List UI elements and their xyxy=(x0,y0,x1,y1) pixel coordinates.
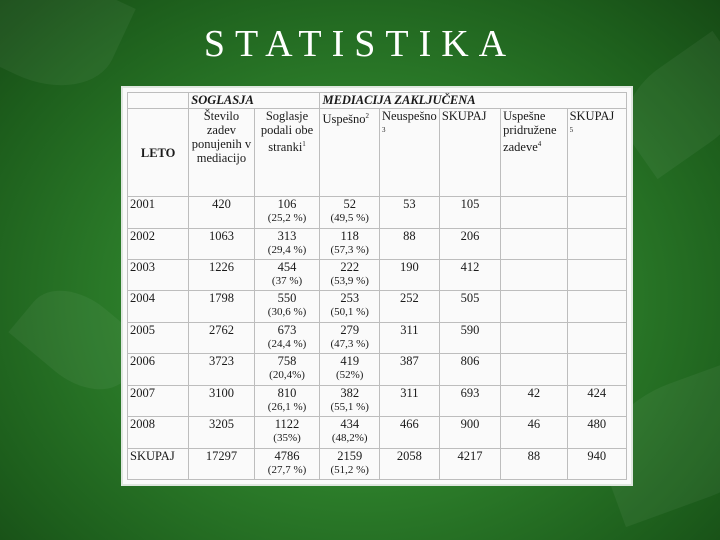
table-row xyxy=(128,354,627,385)
cell-value: 454 xyxy=(277,259,297,274)
cell-skupaj1 xyxy=(439,385,500,416)
cell-percentage: (48,2%) xyxy=(331,432,368,445)
cell-value: 4217 xyxy=(457,448,483,463)
cell-percentage: (29,4 %) xyxy=(267,243,307,256)
cell-value: 2159 xyxy=(337,448,363,463)
cell-skupaj1 xyxy=(439,291,500,322)
cell-value: 419 xyxy=(340,354,360,369)
cell-neuspesno xyxy=(379,259,439,290)
cell-leto xyxy=(128,417,189,448)
statistics-table xyxy=(127,92,627,480)
group-header-mediacija: MEDIACIJA ZAKLJUČENA xyxy=(320,93,627,109)
cell-neuspesno xyxy=(379,448,439,479)
cell-value: 806 xyxy=(460,354,480,369)
cell-neuspesno xyxy=(379,417,439,448)
cell-soglasje xyxy=(254,448,320,479)
cell-value: 387 xyxy=(400,354,419,369)
column-header-neuspesno xyxy=(379,109,439,197)
cell-value: 2004 xyxy=(130,291,155,306)
cell-stevilo xyxy=(189,322,254,353)
table-row xyxy=(128,417,627,448)
cell-pridruzene xyxy=(501,385,567,416)
cell-pridruzene xyxy=(501,322,567,353)
cell-leto xyxy=(128,385,189,416)
cell-uspesno xyxy=(320,448,380,479)
column-header-skupaj-2-text: SKUPAJ xyxy=(569,109,615,124)
cell-uspesno xyxy=(320,259,380,290)
cell-percentage: (55,1 %) xyxy=(330,400,369,413)
cell-value: 758 xyxy=(277,354,297,369)
cell-neuspesno xyxy=(379,322,439,353)
cell-skupaj1 xyxy=(439,197,500,228)
cell-skupaj1 xyxy=(439,417,500,448)
footnote-marker: 5 xyxy=(569,126,574,135)
cell-percentage: (25,2 %) xyxy=(267,212,307,225)
column-header-row xyxy=(128,109,627,197)
cell-value: 52 xyxy=(343,197,356,212)
cell-value: 1063 xyxy=(208,228,234,243)
cell-value: 505 xyxy=(460,291,480,306)
cell-value: 190 xyxy=(400,259,419,274)
table-row xyxy=(128,228,627,259)
cell-skupaj1 xyxy=(439,322,500,353)
cell-value: 1122 xyxy=(274,417,300,432)
cell-value: 2058 xyxy=(396,448,422,463)
table-row xyxy=(128,322,627,353)
cell-uspesno xyxy=(320,322,380,353)
footnote-marker: 3 xyxy=(381,126,386,135)
cell-percentage: (53,9 %) xyxy=(330,274,369,287)
cell-value: 590 xyxy=(460,322,480,337)
column-header-uspesne-pridruzene-text: Uspešne pridružene zadeve xyxy=(503,109,557,155)
cell-soglasje xyxy=(254,291,320,322)
cell-pridruzene xyxy=(501,448,567,479)
cell-pridruzene xyxy=(501,417,567,448)
cell-value: 466 xyxy=(400,417,419,432)
cell-stevilo xyxy=(189,259,254,290)
cell-uspesno xyxy=(320,228,380,259)
cell-skupaj2 xyxy=(567,322,626,353)
cell-skupaj1 xyxy=(439,228,500,259)
cell-value: 118 xyxy=(340,228,359,243)
cell-percentage: (27,7 %) xyxy=(267,463,307,476)
cell-value: SKUPAJ xyxy=(130,448,175,463)
cell-value: 253 xyxy=(340,291,360,306)
cell-value: 434 xyxy=(340,417,360,432)
cell-skupaj2 xyxy=(567,291,626,322)
cell-percentage: (20,4%) xyxy=(269,369,305,382)
cell-leto xyxy=(128,228,189,259)
cell-leto xyxy=(128,259,189,290)
cell-value: 1226 xyxy=(208,259,234,274)
cell-skupaj1 xyxy=(439,448,500,479)
cell-stevilo xyxy=(189,448,254,479)
cell-uspesno xyxy=(320,417,380,448)
cell-stevilo xyxy=(189,385,254,416)
cell-value: 2006 xyxy=(130,354,155,369)
cell-skupaj2 xyxy=(567,417,626,448)
cell-value: 2001 xyxy=(130,197,155,212)
table-row xyxy=(128,448,627,479)
footnote-marker: 4 xyxy=(537,140,542,149)
cell-value: 4786 xyxy=(274,448,300,463)
cell-value: 424 xyxy=(587,385,607,400)
cell-stevilo xyxy=(189,228,254,259)
cell-value: 940 xyxy=(587,448,607,463)
cell-value: 2008 xyxy=(130,417,155,432)
cell-value: 88 xyxy=(403,228,416,243)
cell-percentage: (24,4 %) xyxy=(267,337,307,350)
cell-value: 2007 xyxy=(130,385,155,400)
cell-value: 2762 xyxy=(208,322,234,337)
cell-value: 206 xyxy=(460,228,480,243)
cell-value: 279 xyxy=(340,322,360,337)
cell-neuspesno xyxy=(379,385,439,416)
column-header-skupaj-2 xyxy=(567,109,626,197)
cell-percentage: (26,1 %) xyxy=(267,400,307,413)
cell-value: 311 xyxy=(400,322,419,337)
table-row xyxy=(128,291,627,322)
cell-leto xyxy=(128,197,189,228)
cell-soglasje xyxy=(254,259,320,290)
column-header-leto: LETO xyxy=(128,109,189,197)
cell-value: 382 xyxy=(340,385,360,400)
cell-neuspesno xyxy=(379,354,439,385)
cell-neuspesno xyxy=(379,228,439,259)
cell-value: 88 xyxy=(527,448,541,463)
cell-pridruzene xyxy=(501,259,567,290)
cell-stevilo xyxy=(189,197,254,228)
footnote-marker: 1 xyxy=(302,140,306,149)
cell-skupaj2 xyxy=(567,448,626,479)
cell-value: 550 xyxy=(277,291,297,306)
column-header-soglasje xyxy=(254,109,320,197)
cell-skupaj2 xyxy=(567,259,626,290)
cell-value: 673 xyxy=(277,322,297,337)
cell-percentage: (47,3 %) xyxy=(330,337,369,350)
column-header-skupaj: SKUPAJ xyxy=(439,109,500,197)
cell-uspesno xyxy=(320,354,380,385)
column-header-soglasje-text: Soglasje podali obe stranki xyxy=(260,109,314,155)
cell-value: 420 xyxy=(212,197,231,212)
cell-value: 412 xyxy=(460,259,480,274)
cell-value: 53 xyxy=(403,197,416,212)
cell-percentage: (50,1 %) xyxy=(330,306,369,319)
column-header-stevilo: Število zadev ponujenih v mediacijo xyxy=(189,109,254,197)
cell-value: 1798 xyxy=(208,291,234,306)
cell-uspesno xyxy=(320,197,380,228)
slide-title: STATISTIKA xyxy=(203,23,517,65)
cell-percentage: (37 %) xyxy=(271,274,303,287)
cell-value: 693 xyxy=(460,385,480,400)
cell-percentage: (35%) xyxy=(273,432,301,445)
cell-soglasje xyxy=(254,385,320,416)
cell-soglasje xyxy=(254,354,320,385)
cell-value: 17297 xyxy=(205,448,238,463)
cell-soglasje xyxy=(254,228,320,259)
column-header-uspesno-text: Uspešno xyxy=(322,112,366,127)
column-header-neuspesno-text: Neuspešno xyxy=(381,109,437,124)
cell-soglasje xyxy=(254,417,320,448)
table-row xyxy=(128,259,627,290)
cell-percentage: (57,3 %) xyxy=(330,243,369,256)
cell-leto xyxy=(128,291,189,322)
cell-skupaj2 xyxy=(567,197,626,228)
cell-stevilo xyxy=(189,354,254,385)
cell-value: 2003 xyxy=(130,259,155,274)
cell-pridruzene xyxy=(501,354,567,385)
cell-skupaj1 xyxy=(439,259,500,290)
cell-pridruzene xyxy=(501,228,567,259)
statistics-table-panel xyxy=(123,88,631,484)
cell-value: 810 xyxy=(277,385,297,400)
cell-uspesno xyxy=(320,385,380,416)
group-header-soglasja: SOGLASJA xyxy=(189,93,320,109)
column-header-uspesno xyxy=(320,109,380,197)
cell-value: 252 xyxy=(400,291,419,306)
cell-value: 480 xyxy=(587,417,607,432)
cell-neuspesno xyxy=(379,291,439,322)
cell-value: 2005 xyxy=(130,322,155,337)
cell-soglasje xyxy=(254,197,320,228)
table-row xyxy=(128,197,627,228)
cell-value: 311 xyxy=(400,385,419,400)
cell-value: 3205 xyxy=(208,417,234,432)
cell-leto xyxy=(128,322,189,353)
cell-value: 313 xyxy=(277,228,297,243)
table-row xyxy=(128,385,627,416)
cell-value: 222 xyxy=(340,259,360,274)
cell-skupaj2 xyxy=(567,354,626,385)
cell-value: 42 xyxy=(527,385,541,400)
cell-leto xyxy=(128,354,189,385)
cell-uspesno xyxy=(320,291,380,322)
cell-leto xyxy=(128,448,189,479)
cell-value: 105 xyxy=(460,197,480,212)
cell-value: 3723 xyxy=(208,354,234,369)
empty-header-cell xyxy=(128,93,189,109)
cell-skupaj2 xyxy=(567,385,626,416)
cell-value: 46 xyxy=(527,417,541,432)
cell-pridruzene xyxy=(501,197,567,228)
cell-percentage: (49,5 %) xyxy=(330,212,369,225)
cell-value: 900 xyxy=(460,417,480,432)
cell-value: 2002 xyxy=(130,228,155,243)
group-header-row xyxy=(128,93,627,109)
column-header-uspesne-pridruzene xyxy=(501,109,567,197)
cell-stevilo xyxy=(189,291,254,322)
cell-value: 106 xyxy=(277,197,297,212)
cell-stevilo xyxy=(189,417,254,448)
cell-neuspesno xyxy=(379,197,439,228)
cell-percentage: (51,2 %) xyxy=(330,463,369,476)
cell-skupaj2 xyxy=(567,228,626,259)
cell-percentage: (52%) xyxy=(335,369,364,382)
cell-value: 3100 xyxy=(208,385,234,400)
cell-skupaj1 xyxy=(439,354,500,385)
cell-pridruzene xyxy=(501,291,567,322)
cell-soglasje xyxy=(254,322,320,353)
footnote-marker: 2 xyxy=(365,112,370,121)
cell-percentage: (30,6 %) xyxy=(267,306,307,319)
